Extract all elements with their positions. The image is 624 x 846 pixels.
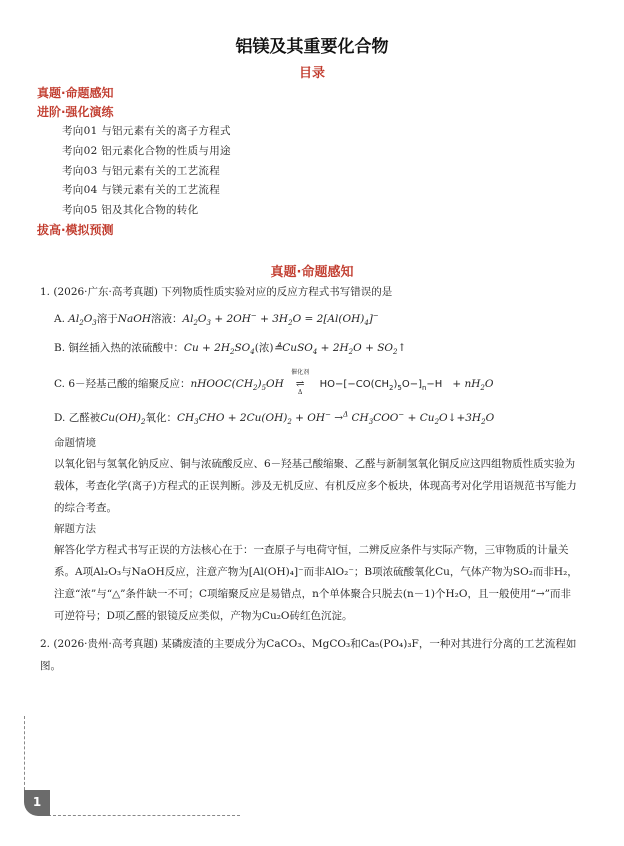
- toc-section-1[interactable]: 真题·命题感知: [37, 86, 114, 100]
- section-heading: 真题·命题感知: [270, 265, 354, 280]
- option-b: B. 铜丝插入热的浓硫酸中：$Cu + 2H_2SO_4$(浓)≜CuSO$_4$ + $2H_2O$ + $SO_2↑$: [54, 342, 407, 357]
- method-paragraph: [54, 539, 578, 627]
- heat-label: Δ: [297, 389, 303, 396]
- toc-item-3[interactable]: 考向03 与铝元素有关的工艺流程: [62, 165, 220, 177]
- option-c: C. 6－羟基己酸的缩聚反应：$nHOOC(CH_2)_5OH$ 催化剂 ⇌ Δ $HO-[-CO(CH_2)_5O-]_n-H + nH_2O$: [54, 369, 494, 396]
- toc-item-2[interactable]: 考向02 铝元素化合物的性质与用途: [62, 145, 231, 157]
- option-a: A. $Al_2O_3$溶于NaOH溶液：$Al_2O_3 + 2OH^- + 3H_2O = 2[Al(OH)_4]^-$: [54, 311, 379, 328]
- scenario-label: 命题情境: [54, 437, 96, 449]
- toc-section-2[interactable]: 进阶·强化演练: [37, 105, 114, 119]
- toc-item-5[interactable]: 考向05 铝及其化合物的转化: [62, 204, 199, 216]
- catalyst-label: 催化剂: [291, 369, 310, 376]
- method-text-1: 解答化学方程式书写正误的方法核心在于：一查原子与电荷守恒，二辨反应条件与实际产物，三审物质的计量关系。: [54, 544, 569, 578]
- toc-heading: 目录: [298, 66, 325, 81]
- footer-dashed-vertical: [24, 716, 25, 790]
- toc-item-4[interactable]: 考向04 与镁元素有关的工艺流程: [62, 184, 220, 196]
- question-2-stem: 2. (2026·贵州·高考真题) 某磷废渣的主要成分为CaCO₃、MgCO₃和Ca₅(PO₄)₃F，一种对其进行分离的工艺流程如图。: [40, 638, 577, 672]
- question-1-stem: 1. (2026·广东·高考真题) 下列物质性质实验对应的反应方程式书写错误的是: [40, 286, 393, 298]
- document-title: 铝镁及其重要化合物: [235, 37, 389, 57]
- toc-section-3[interactable]: 拔高·模拟预测: [37, 223, 114, 237]
- method-label: 解题方法: [54, 523, 96, 535]
- footer-dashed-horizontal: [48, 815, 240, 816]
- method-text-2: A项Al₂O₃与NaOH反应，注意产物为[Al(OH)₄]⁻而非AlO₂⁻；B项浓硫酸氧化Cu，气体产物为SO₂而非H₂，注意“浓”与“△”条件缺一不可；C项缩聚反应是易错点，n个单体聚合只脱去(n－1)个H₂O，且一般使用“→”而非可逆符号；D项乙醛的银镜反应类似，产物为Cu₂O砖红色沉淀。: [54, 566, 578, 622]
- page-number-badge: 1: [24, 790, 50, 816]
- toc-item-1[interactable]: 考向01 与铝元素有关的离子方程式: [62, 125, 231, 137]
- option-d: D. 乙醛被$Cu(OH)_2$氧化：$CH_3CHO + 2Cu(OH)_2 + OH^- \to^\Delta$ $CH_3COO^-$ + $Cu_2O↓+3H_2O$: [54, 410, 495, 427]
- scenario-paragraph: 以氧化铝与氢氧化钠反应、铜与浓硫酸反应、6－羟基己酸缩聚、乙醛与新制氢氧化铜反应这四组物质性质实验为载体，考查化学(离子)方程式的正误判断。涉及无机反应、有机反应多个板块，体现高考对化学用语规范书写能力的综合考查。: [54, 458, 577, 514]
